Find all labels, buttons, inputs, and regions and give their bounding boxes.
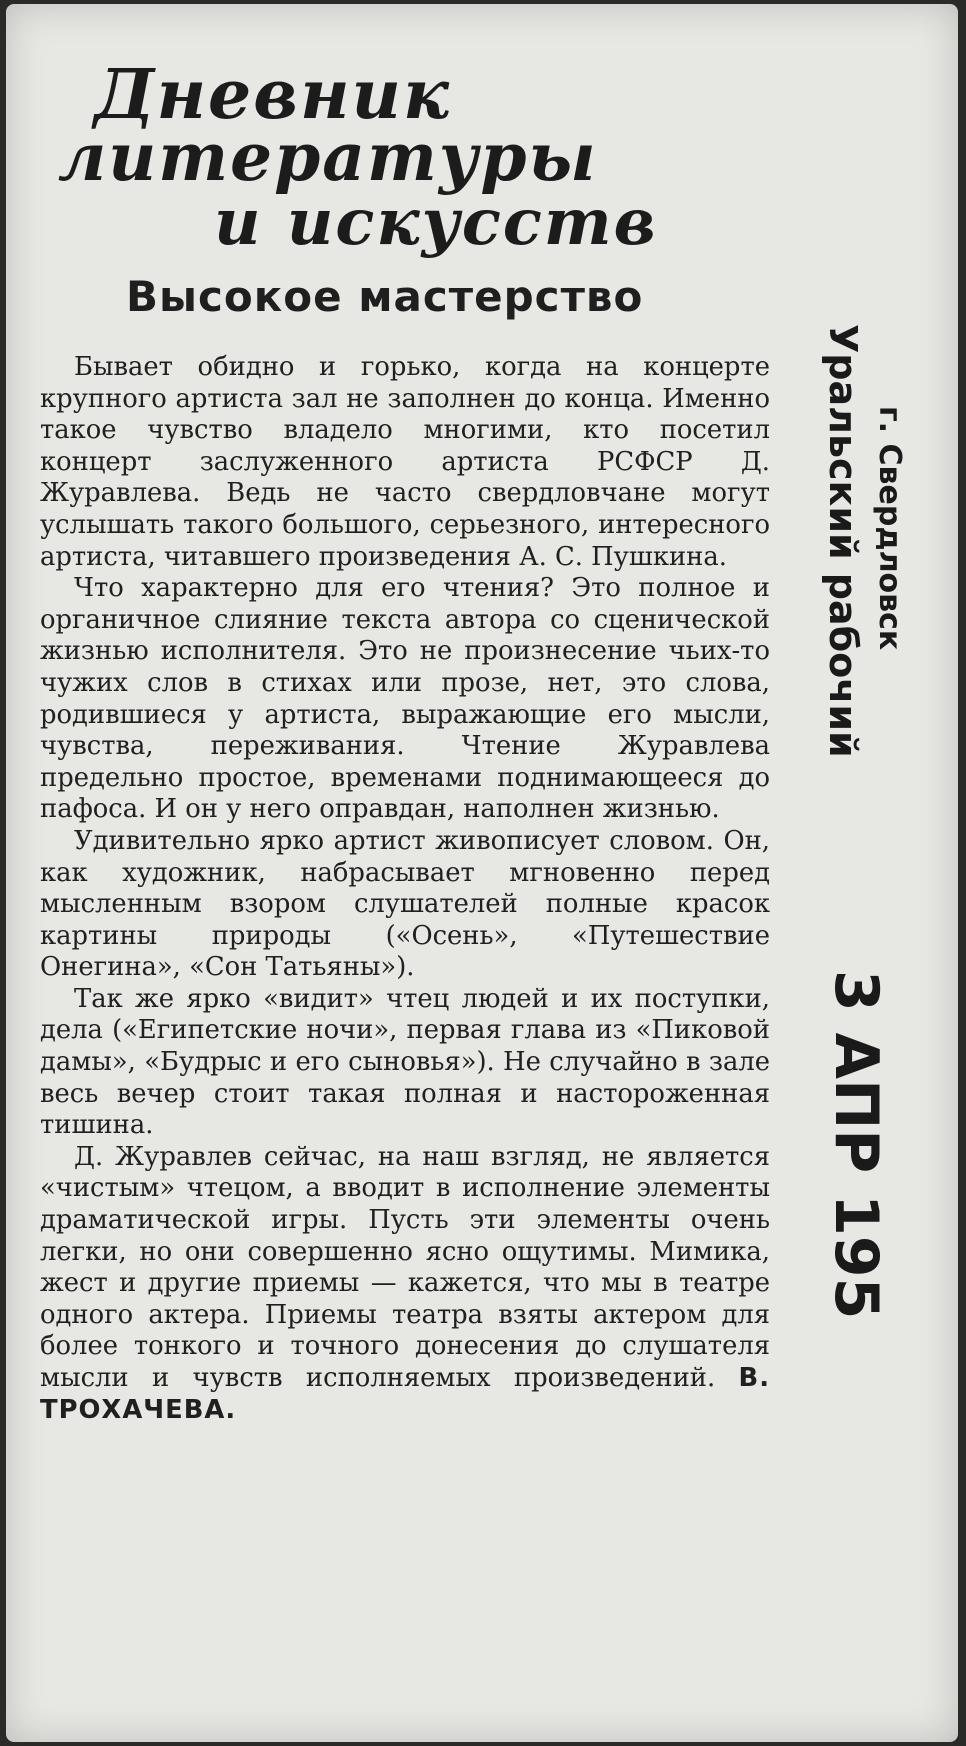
section-masthead	[54, 48, 734, 258]
stamp-date: 3 АПР 195	[821, 970, 891, 1320]
newspaper-stamp	[814, 322, 910, 842]
newspaper-clipping	[6, 4, 958, 1742]
article-paragraph-last	[40, 1142, 770, 1426]
article-body	[40, 352, 770, 1426]
stamp-city: г. Свердловск	[872, 406, 907, 651]
stamp-newspaper-name: Уральский рабочий	[821, 324, 865, 758]
masthead-line-3: и искусств	[214, 185, 658, 258]
article-title: Высокое мастерство	[126, 272, 644, 321]
date-stamp	[816, 964, 906, 1344]
date-stamp-text	[816, 964, 906, 1344]
masthead-line-2: литературы	[58, 118, 598, 196]
newspaper-stamp-text	[814, 322, 910, 842]
article-paragraph: Что характерно для его чтения? Это полное и органичное слияние текста автора со сценической жизнью исполнителя. Это не произнесение чьих-то чужих слов в стихах или прозе, нет, это слова, родившиеся у артиста, выражающие его мысли, чувства, переживания. Чтение Журавлева предельно простое, временами поднимающееся до пафоса. И он у него оправдан, наполнен жизнью.	[40, 573, 770, 825]
article-paragraph: Бывает обидно и горько, когда на концерте крупного артиста зал не заполнен до конца. Именно такое чувство владело многими, кто посетил концерт заслуженного артиста РСФСР Д. Журавлева. Ведь не часто свердловчане могут услышать такого большого, серьезного, интересного артиста, читавшего произведения А. С. Пушкина.	[40, 352, 770, 572]
article-paragraph: Удивительно ярко артист живописует словом. Он, как художник, набрасывает мгновенно перед мысленным взором слушателей полные красок картины природы («Осень», «Путешествие Онегина», «Сон Татьяны»).	[40, 825, 770, 983]
article-author: В. ТРОХАЧЕВА.	[40, 1363, 770, 1425]
masthead-line-1: Дневник	[94, 55, 451, 135]
article-paragraph: Так же ярко «видит» чтец людей и их поступки, дела («Египетские ночи», первая глава из «Пиковой дамы», «Будрыс и его сыновья»). Не случайно в зале весь вечер стоит такая полная и настороженная тишина.	[40, 983, 770, 1141]
masthead-lettering	[54, 48, 734, 258]
article-paragraph-text: Д. Журавлев сейчас, на наш взгляд, не является «чистым» чтецом, а вводит в исполнение элементы драматической игры. Пусть эти элементы очень легки, но они совершенно ясно ощутимы. Мимика, жест и другие приемы — кажется, что мы в театре одного актера. Приемы театра взяты актером для более тонкого и точного донесения до слушателя мысли и чувств исполняемых произведений.	[40, 1141, 770, 1393]
